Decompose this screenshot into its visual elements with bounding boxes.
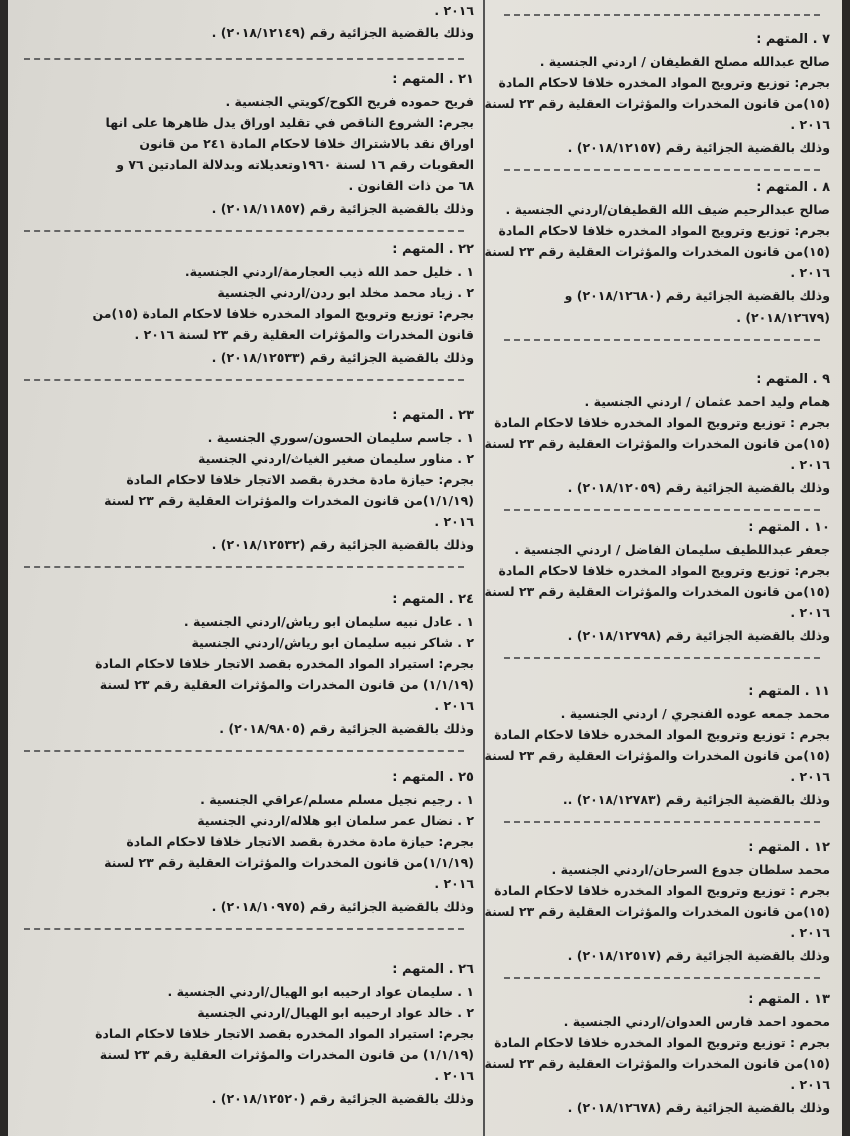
- charge-line: بجرم: حيازة مادة مخدرة بقصد الاتجار خلافا لاحكام المادة: [126, 834, 474, 849]
- case-entry: [14, 590, 474, 752]
- accused-name: ١ . جاسم سليمان الحسون/سوري الجنسية .: [207, 430, 474, 445]
- case-entry: [484, 30, 830, 171]
- case-number: ٧ . المتهم :: [756, 32, 830, 47]
- charge-line: (١٥)من قانون المخدرات والمؤثرات العقلية رقم ٢٣ لسنة: [484, 748, 830, 763]
- accused-name: ٢ . مناور سليمان صغير الغياث/اردني الجنسية: [198, 451, 474, 466]
- case-number: ٢٢ . المتهم :: [392, 242, 474, 257]
- charge-line: (١/١/١٩)من قانون المخدرات والمؤثرات العقلية رقم ٢٣ لسنة: [104, 855, 474, 870]
- case-reference: وذلك بالقضية الجزائية رقم (٢٠١٨/١٢٥١٧) .: [567, 948, 830, 963]
- accused-name: ٢ . شاكر نبيه سليمان ابو رياش/اردني الجنسية: [191, 635, 474, 650]
- left-column: [14, 0, 474, 1136]
- accused-name: صالح عبدالرحيم ضيف الله القطيفان/اردني الجنسية .: [505, 202, 830, 217]
- charge-line: (١٥)من قانون المخدرات والمؤثرات العقلية رقم ٢٣ لسنة: [484, 96, 830, 111]
- case-number: ١٢ . المتهم :: [748, 840, 830, 855]
- charge-line: (١٥)من قانون المخدرات والمؤثرات العقلية رقم ٢٣ لسنة: [484, 244, 830, 259]
- accused-name: جعفر عبداللطيف سليمان الفاضل / اردني الجنسية .: [514, 542, 830, 557]
- case-reference: وذلك بالقضية الجزائية رقم (٢٠١٨/١٢٥٢٠) .: [211, 1091, 474, 1106]
- charge-line: (١٥)من قانون المخدرات والمؤثرات العقلية رقم ٢٣ لسنة: [484, 1056, 830, 1071]
- charge-line: (١٥)من قانون المخدرات والمؤثرات العقلية رقم ٢٣ لسنة: [484, 436, 830, 451]
- case-number: ٢١ . المتهم :: [392, 72, 474, 87]
- charge-line: ٢٠١٦ .: [790, 265, 830, 280]
- entry-divider: [504, 169, 820, 171]
- case-reference: وذلك بالقضية الجزائية رقم (٢٠١٨/١٠٩٧٥) .: [211, 899, 474, 914]
- accused-name: ٢ . خالد عواد ارحيبه ابو الهيال/اردني الجنسية: [197, 1005, 474, 1020]
- charge-line: (١٥)من قانون المخدرات والمؤثرات العقلية رقم ٢٣ لسنة: [484, 904, 830, 919]
- charge-line: بجرم: توزيع وترويج المواد المخدره خلافا لاحكام المادة: [498, 563, 830, 578]
- case-entry: [484, 518, 830, 659]
- case-entry: [14, 406, 474, 568]
- entry-divider: [24, 928, 464, 930]
- case-entry: [484, 682, 830, 823]
- charge-line: ٢٠١٦ .: [790, 117, 830, 132]
- charge-line: ٢٠١٦ .: [434, 876, 474, 891]
- accused-name: ٢ . نضال عمر سلمان ابو هلاله/اردني الجنسية: [197, 813, 474, 828]
- accused-name: ١ . عادل نبيه سليمان ابو رياش/اردني الجنسية .: [183, 614, 474, 629]
- accused-name: ١ . سليمان عواد ارحيبه ابو الهيال/اردني الجنسية .: [167, 984, 474, 999]
- charge-line: بجرم: استيراد المواد المخدره بقصد الاتجار خلافا لاحكام المادة: [95, 656, 474, 671]
- charge-line: (١٥)من قانون المخدرات والمؤثرات العقلية رقم ٢٣ لسنة: [484, 584, 830, 599]
- case-number: ٢٦ . المتهم :: [392, 962, 474, 977]
- case-entry: [484, 370, 830, 511]
- case-reference: وذلك بالقضية الجزائية رقم (٢٠١٨/١٢٦٨٠) و (٢٠١٨/١٢٦٧٩) .: [564, 288, 830, 325]
- charge-line: بجرم: الشروع الناقص في تقليد اوراق يدل ظاهرها على انها: [105, 115, 474, 130]
- accused-name: فريح حموده فريح الكوح/كويتي الجنسية .: [225, 94, 474, 109]
- entry-divider: [24, 379, 464, 381]
- charge-line: بجرم: استيراد المواد المخدره بقصد الاتجار خلافا لاحكام المادة: [95, 1026, 474, 1041]
- case-reference: وذلك بالقضية الجزائية رقم (٢٠١٨/١٢٥٣٣) .: [211, 350, 474, 365]
- charge-line: ٢٠١٦ .: [790, 457, 830, 472]
- charge-line: ٢٠١٦ .: [434, 514, 474, 529]
- charge-line: بجرم : توزيع وترويج المواد المخدره خلافا لاحكام المادة: [494, 883, 830, 898]
- case-reference: وذلك بالقضية الجزائية رقم (٢٠١٨/١١٨٥٧) .: [211, 201, 474, 216]
- accused-name: محمد جمعه عوده الفنجري / اردني الجنسية .: [560, 706, 830, 721]
- accused-name: ١ . خليل حمد الله ذيب العجارمة/اردني الجنسية.: [184, 264, 474, 279]
- accused-name: محمود احمد فارس العدوان/اردني الجنسية .: [563, 1014, 830, 1029]
- top-fragment: [14, 0, 474, 60]
- case-reference: وذلك بالقضية الجزائية رقم (٢٠١٨/٩٨٠٥) .: [219, 721, 474, 736]
- charge-line: ٢٠١٦ .: [790, 769, 830, 784]
- accused-name: محمد سلطان جدوع السرحان/اردني الجنسية .: [551, 862, 830, 877]
- charge-line: ٢٠١٦ .: [434, 698, 474, 713]
- charge-line: اوراق نقد بالاشتراك خلافا لاحكام المادة ٢٤١ من قانون: [139, 136, 474, 151]
- case-entry: [14, 768, 474, 930]
- charge-line: قانون المخدرات والمؤثرات العقلية رقم ٢٣ لسنة ٢٠١٦ .: [134, 327, 474, 342]
- accused-name: صالح عبدالله مصلح القطيفان / اردني الجنسية .: [539, 54, 830, 69]
- column-separator: [483, 0, 485, 1136]
- entry-divider: [504, 657, 820, 659]
- fragment-year: ٢٠١٦ .: [434, 3, 474, 18]
- case-entry: [484, 178, 830, 341]
- case-entry: [14, 70, 474, 232]
- charge-line: بجرم : توزيع وترويج المواد المخدره خلافا لاحكام المادة: [494, 727, 830, 742]
- entry-divider: [504, 977, 820, 979]
- case-number: ١٣ . المتهم :: [748, 992, 830, 1007]
- case-entry: [484, 990, 830, 1119]
- charge-line: ٢٠١٦ .: [790, 605, 830, 620]
- case-number: ١٠ . المتهم :: [748, 520, 830, 535]
- charge-line: (١/١/١٩) من قانون المخدرات والمؤثرات العقلية رقم ٢٣ لسنة: [99, 1047, 474, 1062]
- accused-name: همام وليد احمد عثمان / اردني الجنسية .: [584, 394, 830, 409]
- case-reference: وذلك بالقضية الجزائية رقم (٢٠١٨/١٢١٥٧) .: [567, 140, 830, 155]
- newspaper-page: [8, 0, 842, 1136]
- entry-divider: [504, 509, 820, 511]
- charge-line: بجرم: توزيع وترويج المواد المخدره خلافا لاحكام المادة: [498, 75, 830, 90]
- case-entry: [14, 240, 474, 381]
- right-column: [484, 0, 830, 1136]
- entry-divider: [24, 230, 464, 232]
- entry-divider: [504, 339, 820, 341]
- case-reference: وذلك بالقضية الجزائية رقم (٢٠١٨/١٢٥٣٢) .: [211, 537, 474, 552]
- case-reference: وذلك بالقضية الجزائية رقم (٢٠١٨/١٢٧٨٣) ..: [562, 792, 830, 807]
- fragment-ref: وذلك بالقضية الجزائية رقم (٢٠١٨/١٢١٤٩) .: [211, 25, 474, 40]
- case-number: ٢٤ . المتهم :: [392, 592, 474, 607]
- charge-line: بجرم: حيازة مادة مخدرة بقصد الاتجار خلافا لاحكام المادة: [126, 472, 474, 487]
- entry-divider: [24, 750, 464, 752]
- entry-divider: [504, 821, 820, 823]
- case-reference: وذلك بالقضية الجزائية رقم (٢٠١٨/١٢٧٩٨) .: [567, 628, 830, 643]
- accused-name: ٢ . زياد محمد مخلد ابو ردن/اردني الجنسية: [217, 285, 474, 300]
- case-entry: [14, 960, 474, 1110]
- charge-line: بجرم: توزيع وترويج المواد المخدره خلافا لاحكام المادة (١٥)من: [92, 306, 474, 321]
- case-number: ١١ . المتهم :: [748, 684, 830, 699]
- case-number: ٢٥ . المتهم :: [392, 770, 474, 785]
- case-number: ٨ . المتهم :: [756, 180, 830, 195]
- case-reference: وذلك بالقضية الجزائية رقم (٢٠١٨/١٢٠٥٩) .: [567, 480, 830, 495]
- charge-line: ٢٠١٦ .: [790, 925, 830, 940]
- case-number: ٢٣ . المتهم :: [392, 408, 474, 423]
- charge-line: ٢٠١٦ .: [790, 1077, 830, 1092]
- charge-line: (١/١/١٩) من قانون المخدرات والمؤثرات العقلية رقم ٢٣ لسنة: [99, 677, 474, 692]
- charge-line: ٢٠١٦ .: [434, 1068, 474, 1083]
- entry-divider: [24, 566, 464, 568]
- charge-line: (١/١/١٩)من قانون المخدرات والمؤثرات العقلية رقم ٢٣ لسنة: [104, 493, 474, 508]
- charge-line: العقوبات رقم ١٦ لسنة ١٩٦٠وتعديلاته وبدلالة المادتين ٧٦ و: [116, 157, 474, 172]
- case-reference: وذلك بالقضية الجزائية رقم (٢٠١٨/١٢٦٧٨) .: [567, 1100, 830, 1115]
- case-entry: [484, 838, 830, 979]
- case-number: ٩ . المتهم :: [756, 372, 830, 387]
- charge-line: ٦٨ من ذات القانون .: [348, 178, 474, 193]
- charge-line: بجرم: توزيع وترويج المواد المخدره خلافا لاحكام المادة: [498, 223, 830, 238]
- charge-line: بجرم : توزيع وترويج المواد المخدره خلافا لاحكام المادة: [494, 415, 830, 430]
- charge-line: بجرم : توزيع وترويج المواد المخدره خلافا لاحكام المادة: [494, 1035, 830, 1050]
- accused-name: ١ . رجيم نجيل مسلم مسلم/عراقي الجنسية .: [200, 792, 474, 807]
